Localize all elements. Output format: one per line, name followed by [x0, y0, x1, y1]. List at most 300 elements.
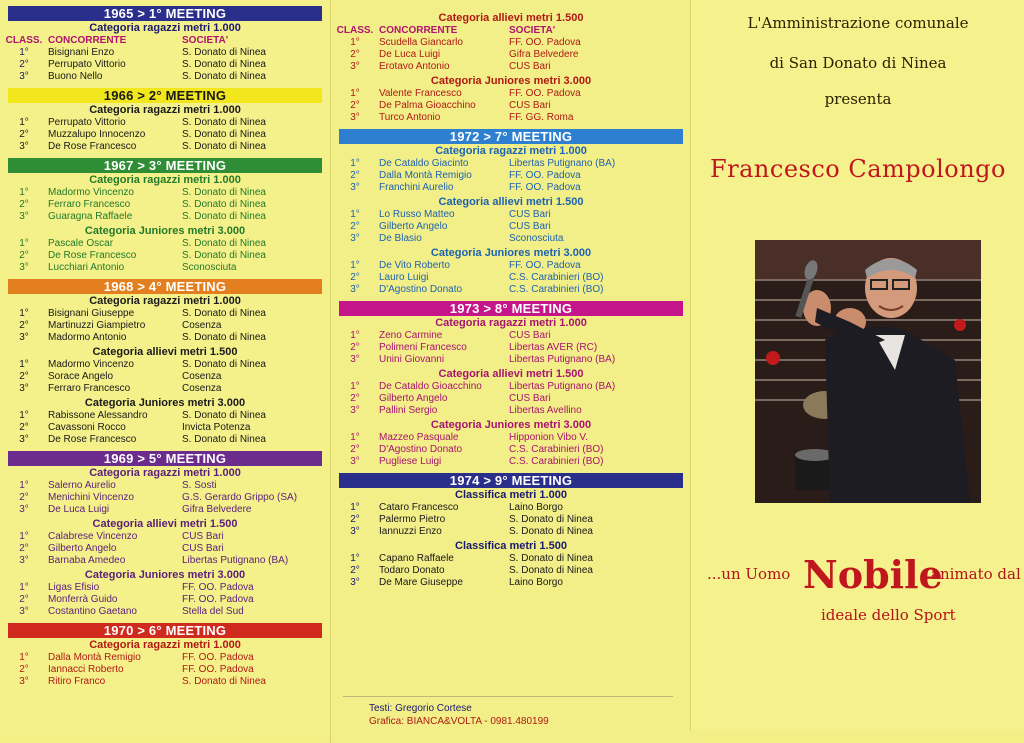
result-row	[331, 381, 691, 393]
place-cell: 2°	[350, 272, 360, 283]
admin-line-3: presenta	[824, 90, 892, 108]
athlete-cell: Pugliese Luigi	[379, 456, 442, 467]
place-cell: 2°	[19, 320, 29, 331]
athlete-cell: Cataro Francesco	[379, 502, 459, 513]
category-title: Categoria Juniores metri 3.000	[430, 419, 592, 431]
result-row	[0, 308, 330, 320]
result-group	[331, 489, 691, 538]
club-cell: CUS Bari	[509, 330, 551, 341]
place-cell: 3°	[19, 606, 29, 617]
club-cell: FF. OO. Padova	[509, 88, 581, 99]
club-cell: S. Donato di Ninea	[182, 141, 266, 152]
result-group	[0, 346, 330, 395]
club-cell: C.S. Carabinieri (BO)	[509, 272, 604, 283]
club-cell: Libertas Avellino	[509, 405, 582, 416]
result-group	[0, 295, 330, 344]
athlete-cell: Valente Francesco	[379, 88, 462, 99]
result-row	[0, 141, 330, 153]
category-title: Categoria Juniores metri 3.000	[84, 569, 246, 581]
tagline-big-word: Nobile	[803, 552, 943, 597]
category-title: Categoria allievi metri 1.500	[438, 196, 584, 208]
athlete-cell: Zeno Carmine	[379, 330, 443, 341]
place-cell: 1°	[350, 209, 360, 220]
club-cell: S. Donato di Ninea	[182, 434, 266, 445]
athlete-cell: Pascale Oscar	[48, 238, 114, 249]
result-row	[0, 531, 330, 543]
athlete-cell: Bisignani Enzo	[48, 47, 115, 58]
place-cell: 1°	[19, 582, 29, 593]
category-title: Categoria ragazzi metri 1.000	[89, 22, 241, 34]
result-row	[331, 233, 691, 245]
result-row	[331, 514, 691, 526]
club-cell: Libertas Putignano (BA)	[182, 555, 289, 566]
athlete-cell: Calabrese Vincenzo	[48, 531, 138, 542]
place-cell: 2°	[19, 492, 29, 503]
category-title: Categoria Juniores metri 3.000	[430, 247, 592, 259]
place-cell: 1°	[19, 359, 29, 370]
club-cell: G.S. Gerardo Grippo (SA)	[182, 492, 298, 503]
result-row	[331, 209, 691, 221]
category-title: Categoria ragazzi metri 1.000	[89, 104, 241, 116]
result-row	[331, 49, 691, 61]
place-cell: 1°	[350, 553, 360, 564]
credits-graphics: Grafica: BIANCA&VOLTA - 0981.480199	[369, 716, 549, 727]
athlete-cell: Ferraro Francesco	[48, 383, 131, 394]
athlete-cell: Ritiro Franco	[48, 676, 106, 687]
place-cell: 1°	[350, 88, 360, 99]
middle-panel	[330, 0, 691, 743]
result-row	[0, 262, 330, 274]
result-group	[0, 104, 330, 153]
category-title: Classifica metri 1.500	[455, 540, 567, 552]
place-cell: 3°	[350, 182, 360, 193]
header-cell: SOCIETA'	[182, 35, 229, 46]
club-cell: S. Sosti	[182, 480, 217, 491]
club-cell: CUS Bari	[509, 61, 551, 72]
place-cell: 2°	[19, 199, 29, 210]
meeting-banner: 1966 > 2° MEETING	[8, 88, 322, 103]
result-row	[331, 456, 691, 468]
result-row	[331, 100, 691, 112]
result-group	[331, 317, 691, 366]
club-cell: S. Donato di Ninea	[182, 59, 266, 70]
place-cell: 1°	[19, 117, 29, 128]
result-group	[331, 196, 691, 245]
athlete-cell: Salerno Aurelio	[48, 480, 116, 491]
athlete-cell: Barnaba Amedeo	[48, 555, 126, 566]
athlete-cell: Rabissone Alessandro	[48, 410, 148, 421]
club-cell: FF. OO. Padova	[182, 594, 254, 605]
athlete-cell: Mazzeo Pasquale	[379, 432, 459, 443]
header-cell: CLASS.	[5, 35, 43, 46]
result-group	[331, 540, 691, 589]
result-row	[0, 59, 330, 71]
result-row	[331, 284, 691, 296]
athlete-cell: Lo Russo Matteo	[379, 209, 455, 220]
club-cell: S. Donato di Ninea	[182, 187, 266, 198]
club-cell: C.S. Carabinieri (BO)	[509, 284, 604, 295]
result-row	[331, 182, 691, 194]
club-cell: S. Donato di Ninea	[509, 553, 593, 564]
place-cell: 3°	[19, 434, 29, 445]
club-cell: Gifra Belvedere	[509, 49, 579, 60]
club-cell: S. Donato di Ninea	[182, 359, 266, 370]
result-group	[0, 174, 330, 223]
club-cell: FF. GG. Roma	[509, 112, 574, 123]
club-cell: FF. OO. Padova	[509, 182, 581, 193]
result-row	[0, 555, 330, 567]
result-row	[0, 320, 330, 332]
result-row	[0, 71, 330, 83]
result-row	[0, 211, 330, 223]
club-cell: FF. OO. Padova	[509, 37, 581, 48]
club-cell: C.S. Carabinieri (BO)	[509, 456, 604, 467]
header-cell: CONCORRENTE	[48, 35, 127, 46]
place-cell: 2°	[19, 594, 29, 605]
athlete-cell: Palermo Pietro	[379, 514, 446, 525]
place-cell: 3°	[19, 555, 29, 566]
category-title: Categoria ragazzi metri 1.000	[89, 639, 241, 651]
result-row	[331, 88, 691, 100]
athlete-cell: De Rose Francesco	[48, 250, 137, 261]
result-row	[331, 330, 691, 342]
result-row	[331, 37, 691, 49]
category-title: Categoria Juniores metri 3.000	[84, 225, 246, 237]
athlete-cell: Pallini Sergio	[379, 405, 438, 416]
club-cell: S. Donato di Ninea	[182, 332, 266, 343]
club-cell: S. Donato di Ninea	[182, 47, 266, 58]
club-cell: CUS Bari	[509, 393, 551, 404]
result-group	[0, 397, 330, 446]
place-cell: 3°	[19, 71, 29, 82]
result-row	[331, 553, 691, 565]
spacer	[331, 591, 691, 594]
club-cell: CUS Bari	[509, 100, 551, 111]
athlete-cell: Cavassoni Rocco	[48, 422, 126, 433]
result-row	[0, 480, 330, 492]
club-cell: Invicta Potenza	[182, 422, 251, 433]
athlete-cell: De Palma Gioacchino	[379, 100, 476, 111]
result-row	[0, 371, 330, 383]
result-row	[0, 199, 330, 211]
place-cell: 2°	[350, 342, 360, 353]
category-title: Classifica metri 1.000	[455, 489, 567, 501]
athlete-cell: De Luca Luigi	[48, 504, 110, 515]
result-group	[0, 22, 330, 83]
result-group	[331, 75, 691, 124]
result-row	[0, 582, 330, 594]
athlete-cell: Erotavo Antonio	[379, 61, 450, 72]
athlete-cell: De Vito Roberto	[379, 260, 450, 271]
header-cell: CLASS.	[336, 25, 374, 36]
athlete-cell: Sorace Angelo	[48, 371, 114, 382]
place-cell: 1°	[350, 37, 360, 48]
meeting-banner: 1972 > 7° MEETING	[339, 129, 683, 144]
club-cell: Sconosciuta	[182, 262, 237, 273]
athlete-cell: Gilberto Angelo	[379, 393, 448, 404]
club-cell: Stella del Sud	[182, 606, 244, 617]
place-cell: 3°	[350, 112, 360, 123]
athlete-cell: Perrupato Vittorio	[48, 117, 126, 128]
athlete-cell: Turco Antonio	[379, 112, 441, 123]
place-cell: 1°	[350, 330, 360, 341]
meeting-banner: 1973 > 8° MEETING	[339, 301, 683, 316]
category-title: Categoria allievi metri 1.500	[92, 346, 238, 358]
place-cell: 2°	[19, 250, 29, 261]
place-cell: 2°	[350, 514, 360, 525]
club-cell: FF. OO. Padova	[509, 170, 581, 181]
place-cell: 1°	[19, 187, 29, 198]
result-row	[0, 359, 330, 371]
club-cell: CUS Bari	[182, 543, 224, 554]
place-cell: 2°	[19, 422, 29, 433]
club-cell: CUS Bari	[509, 221, 551, 232]
result-row	[331, 61, 691, 73]
result-row	[0, 664, 330, 676]
result-row	[0, 504, 330, 516]
result-row	[0, 606, 330, 618]
athlete-cell: Madormo Vincenzo	[48, 187, 134, 198]
athlete-cell: Guaragna Raffaele	[48, 211, 133, 222]
result-row	[331, 354, 691, 366]
tagline-part-1: ...un Uomo	[707, 565, 791, 583]
athlete-cell: Capano Raffaele	[379, 553, 454, 564]
result-row	[331, 158, 691, 170]
category-title: Categoria ragazzi metri 1.000	[435, 317, 587, 329]
club-cell: Libertas Putignano (BA)	[509, 158, 616, 169]
photo-illustration	[755, 240, 981, 503]
result-group	[331, 12, 691, 73]
cover-panel	[690, 0, 1024, 731]
left-panel	[0, 0, 330, 737]
category-title: Categoria ragazzi metri 1.000	[89, 295, 241, 307]
table-header	[0, 35, 330, 47]
table-header	[331, 25, 691, 37]
place-cell: 1°	[19, 480, 29, 491]
result-row	[331, 272, 691, 284]
place-cell: 3°	[19, 504, 29, 515]
meeting-banner: 1969 > 5° MEETING	[8, 451, 322, 466]
place-cell: 1°	[350, 381, 360, 392]
club-cell: CUS Bari	[182, 531, 224, 542]
place-cell: 3°	[350, 526, 360, 537]
place-cell: 1°	[19, 531, 29, 542]
athlete-cell: Martinuzzi Giampietro	[48, 320, 146, 331]
athlete-cell: Iannacci Roberto	[48, 664, 124, 675]
club-cell: CUS Bari	[509, 209, 551, 220]
result-row	[331, 565, 691, 577]
athlete-cell: Lauro Luigi	[379, 272, 429, 283]
club-cell: S. Donato di Ninea	[182, 308, 266, 319]
result-row	[331, 405, 691, 417]
result-row	[331, 444, 691, 456]
result-group	[0, 518, 330, 567]
result-group	[0, 467, 330, 516]
athlete-cell: Lucchiari Antonio	[48, 262, 125, 273]
header-cell: SOCIETA'	[509, 25, 556, 36]
category-title: Categoria ragazzi metri 1.000	[435, 145, 587, 157]
result-row	[331, 432, 691, 444]
athlete-cell: Bisignani Giuseppe	[48, 308, 135, 319]
place-cell: 3°	[19, 332, 29, 343]
athlete-cell: De Luca Luigi	[379, 49, 441, 60]
place-cell: 1°	[350, 432, 360, 443]
result-row	[331, 502, 691, 514]
place-cell: 2°	[350, 221, 360, 232]
club-cell: S. Donato di Ninea	[182, 410, 266, 421]
tagline-part-3: ideale dello Sport	[821, 606, 956, 624]
meeting-banner: 1965 > 1° MEETING	[8, 6, 322, 21]
athlete-cell: De Rose Francesco	[48, 141, 137, 152]
club-cell: FF. OO. Padova	[182, 582, 254, 593]
club-cell: S. Donato di Ninea	[182, 199, 266, 210]
athlete-cell: D'Agostino Donato	[379, 284, 463, 295]
spacer	[0, 690, 330, 693]
result-row	[0, 117, 330, 129]
athlete-cell: Menichini Vincenzo	[48, 492, 134, 503]
club-cell: Cosenza	[182, 320, 222, 331]
admin-line-2: di San Donato di Ninea	[769, 54, 947, 72]
category-title: Categoria Juniores metri 3.000	[84, 397, 246, 409]
place-cell: 2°	[19, 59, 29, 70]
athlete-cell: Todaro Donato	[379, 565, 445, 576]
club-cell: Libertas Putignano (BA)	[509, 381, 616, 392]
athlete-cell: Gilberto Angelo	[48, 543, 117, 554]
meeting-banner: 1970 > 6° MEETING	[8, 623, 322, 638]
place-cell: 2°	[350, 170, 360, 181]
athlete-cell: Scudella Giancarlo	[379, 37, 463, 48]
tagline-part-2: animato dal	[931, 565, 1021, 583]
athlete-cell: De Rose Francesco	[48, 434, 137, 445]
place-cell: 1°	[19, 47, 29, 58]
club-cell: S. Donato di Ninea	[182, 676, 266, 687]
athlete-cell: Franchini Aurelio	[379, 182, 454, 193]
place-cell: 3°	[350, 284, 360, 295]
place-cell: 1°	[19, 410, 29, 421]
place-cell: 3°	[350, 61, 360, 72]
result-row	[331, 526, 691, 538]
result-row	[0, 676, 330, 688]
category-title: Categoria allievi metri 1.500	[438, 12, 584, 24]
place-cell: 3°	[19, 676, 29, 687]
athlete-cell: Polimeni Francesco	[379, 342, 467, 353]
place-cell: 1°	[350, 502, 360, 513]
place-cell: 2°	[19, 664, 29, 675]
club-cell: C.S. Carabinieri (BO)	[509, 444, 604, 455]
club-cell: S. Donato di Ninea	[182, 250, 266, 261]
club-cell: S. Donato di Ninea	[509, 565, 593, 576]
place-cell: 2°	[350, 49, 360, 60]
credits-text: Testi: Gregorio Cortese	[369, 703, 472, 714]
honoree-photo	[755, 240, 981, 503]
admin-line-1: L'Amministrazione comunale	[747, 14, 969, 32]
place-cell: 2°	[19, 371, 29, 382]
result-group	[331, 368, 691, 417]
continued-1971-results	[331, 12, 691, 124]
club-cell: Cosenza	[182, 371, 222, 382]
athlete-cell: Unini Giovanni	[379, 354, 445, 365]
club-cell: S. Donato di Ninea	[182, 129, 266, 140]
result-row	[0, 129, 330, 141]
athlete-cell: De Blasio	[379, 233, 422, 244]
result-row	[331, 170, 691, 182]
place-cell: 3°	[19, 262, 29, 273]
place-cell: 2°	[350, 444, 360, 455]
club-cell: S. Donato di Ninea	[182, 238, 266, 249]
place-cell: 1°	[19, 652, 29, 663]
athlete-cell: Iannuzzi Enzo	[379, 526, 442, 537]
club-cell: FF. OO. Padova	[182, 652, 254, 663]
place-cell: 3°	[350, 577, 360, 588]
athlete-cell: Buono Nello	[48, 71, 103, 82]
club-cell: Laino Borgo	[509, 502, 563, 513]
athlete-cell: Monferrà Guido	[48, 594, 118, 605]
place-cell: 2°	[350, 393, 360, 404]
place-cell: 1°	[350, 158, 360, 169]
club-cell: FF. OO. Padova	[182, 664, 254, 675]
club-cell: FF. OO. Padova	[509, 260, 581, 271]
place-cell: 3°	[350, 233, 360, 244]
result-row	[0, 434, 330, 446]
result-row	[0, 422, 330, 434]
meeting-banner: 1968 > 4° MEETING	[8, 279, 322, 294]
place-cell: 2°	[19, 543, 29, 554]
athlete-cell: De Cataldo Gioacchino	[379, 381, 482, 392]
club-cell: S. Donato di Ninea	[509, 514, 593, 525]
athlete-cell: Dalla Montà Remigio	[48, 652, 141, 663]
result-row	[331, 260, 691, 272]
club-cell: Hipponion Vibo V.	[509, 432, 588, 443]
result-row	[331, 577, 691, 589]
athlete-cell: Gilberto Angelo	[379, 221, 448, 232]
header-cell: CONCORRENTE	[379, 25, 458, 36]
result-group	[0, 639, 330, 688]
place-cell: 1°	[350, 260, 360, 271]
place-cell: 3°	[19, 211, 29, 222]
result-row	[331, 221, 691, 233]
club-cell: Libertas AVER (RC)	[509, 342, 598, 353]
athlete-cell: De Mare Giuseppe	[379, 577, 463, 588]
honoree-name: Francesco Campolongo	[709, 155, 1006, 183]
result-row	[0, 383, 330, 395]
category-title: Categoria allievi metri 1.500	[92, 518, 238, 530]
athlete-cell: Ligas Efisio	[48, 582, 100, 593]
meeting-banner: 1974 > 9° MEETING	[339, 473, 683, 488]
result-row	[0, 543, 330, 555]
place-cell: 1°	[19, 238, 29, 249]
athlete-cell: Ferraro Francesco	[48, 199, 131, 210]
result-row	[0, 594, 330, 606]
place-cell: 2°	[19, 129, 29, 140]
result-row	[0, 492, 330, 504]
club-cell: Libertas Putignano (BA)	[509, 354, 616, 365]
result-row	[331, 342, 691, 354]
result-group	[331, 419, 691, 468]
athlete-cell: Costantino Gaetano	[48, 606, 137, 617]
athlete-cell: De Cataldo Giacinto	[379, 158, 469, 169]
result-row	[331, 112, 691, 124]
result-row	[0, 187, 330, 199]
result-group	[0, 225, 330, 274]
result-group	[331, 145, 691, 194]
place-cell: 2°	[350, 565, 360, 576]
place-cell: 3°	[19, 383, 29, 394]
club-cell: Sconosciuta	[509, 233, 564, 244]
athlete-cell: Dalla Montà Remigio	[379, 170, 472, 181]
result-row	[331, 393, 691, 405]
category-title: Categoria ragazzi metri 1.000	[89, 467, 241, 479]
club-cell: S. Donato di Ninea	[182, 117, 266, 128]
